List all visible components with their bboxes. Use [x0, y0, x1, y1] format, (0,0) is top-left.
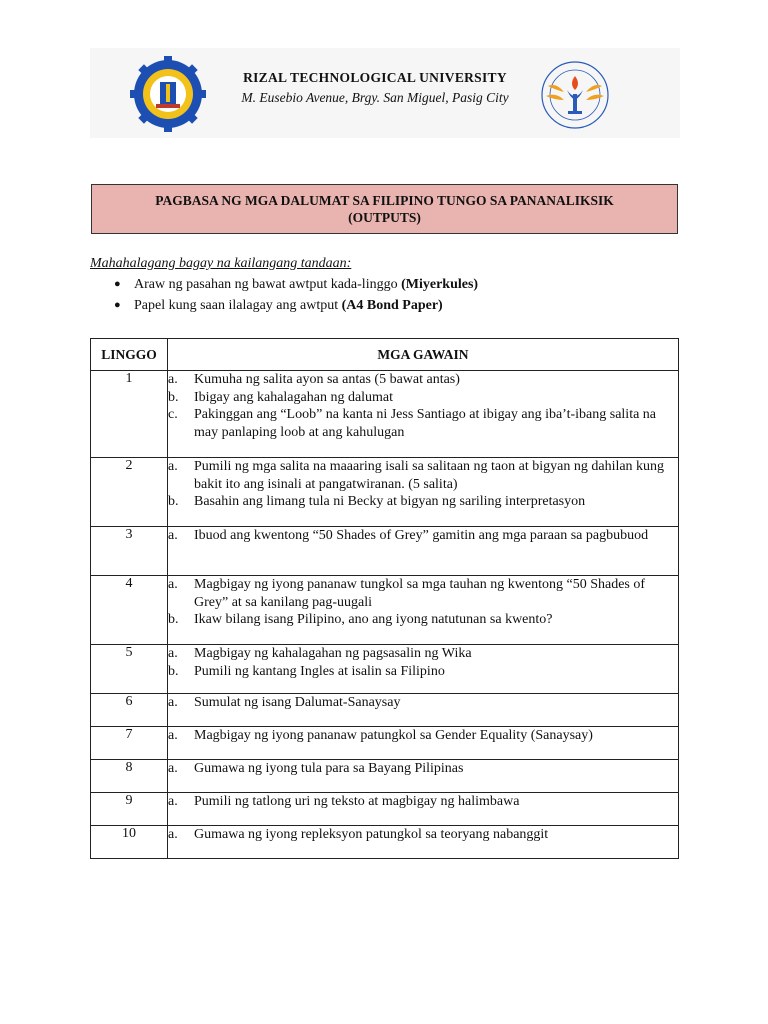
task-letter: a.	[168, 761, 178, 776]
task-item	[168, 406, 678, 441]
table-row	[91, 694, 679, 727]
task-letter: a.	[168, 372, 178, 387]
task-cell	[168, 645, 679, 694]
task-list	[168, 826, 678, 844]
task-letter: a.	[168, 827, 178, 842]
task-item	[168, 493, 678, 511]
table-row	[91, 576, 679, 645]
task-item	[168, 727, 678, 745]
task-text: Ikaw bilang isang Pilipino, ano ang iyong natutunan sa kwento?	[194, 612, 553, 627]
task-letter: b.	[168, 389, 179, 405]
task-item	[168, 663, 678, 681]
task-item	[168, 458, 678, 493]
task-cell	[168, 527, 679, 576]
task-letter: a.	[168, 646, 178, 661]
task-letter: b.	[168, 494, 179, 509]
task-item	[168, 527, 678, 545]
task-text: Magbigay ng iyong pananaw tungkol sa mga tauhan ng kwentong “50 Shades of Grey” at sa kanilang pag-uugali	[194, 577, 646, 610]
week-number: 5	[91, 645, 168, 694]
task-letter: a.	[168, 695, 178, 710]
task-letter: a.	[168, 577, 178, 592]
bullet-icon: ●	[114, 278, 121, 290]
task-text: Pumili ng mga salita na maaaring isali sa salitaan ng taon at bigyan ng dahilan kung bakit ito ang isinali at pangatwiranan. (5 salita)	[194, 459, 665, 492]
task-cell	[168, 576, 679, 645]
task-list	[168, 760, 678, 778]
header-tasks: MGA GAWAIN	[168, 339, 679, 371]
task-item	[168, 389, 678, 407]
task-item	[168, 576, 678, 611]
task-letter: c.	[168, 407, 178, 422]
task-item	[168, 371, 678, 389]
table-row	[91, 727, 679, 760]
task-text: Ibuod ang kwentong “50 Shades of Grey” gamitin ang mga paraan sa pagbubuod	[194, 528, 649, 543]
schedule-table	[90, 338, 679, 859]
task-list	[168, 793, 678, 811]
task-text: Sumulat ng isang Dalumat-Sanaysay	[194, 695, 401, 710]
header-week: LINGGO	[91, 339, 168, 371]
document-title	[91, 184, 678, 234]
table-row	[91, 458, 679, 527]
reminder-text: Araw ng pasahan ng bawat awtput kada-linggo	[134, 277, 402, 292]
task-letter: b.	[168, 612, 179, 627]
table-header-row	[91, 339, 679, 371]
reminders-heading: Mahahalagang bagay na kailangang tandaan:	[90, 256, 352, 271]
task-list	[168, 527, 678, 545]
reminder-item	[114, 298, 443, 314]
table-row	[91, 793, 679, 826]
task-text: Basahin ang limang tula ni Becky at bigyan ng sariling interpretasyon	[194, 494, 586, 509]
week-number: 7	[91, 727, 168, 760]
week-number: 4	[91, 576, 168, 645]
title-line-2: (OUTPUTS)	[348, 210, 421, 225]
table-row	[91, 371, 679, 458]
task-text: Gumawa ng iyong tula para sa Bayang Pilipinas	[194, 761, 464, 776]
task-letter: a.	[168, 528, 178, 543]
task-cell	[168, 760, 679, 793]
task-cell	[168, 371, 679, 458]
task-list	[168, 645, 678, 680]
bullet-icon: ●	[114, 299, 121, 311]
university-name: RIZAL TECHNOLOGICAL UNIVERSITY	[243, 70, 507, 85]
task-item	[168, 760, 678, 778]
table-row	[91, 527, 679, 576]
task-text: Ibigay ang kahalagahan ng dalumat	[194, 389, 394, 405]
week-number: 1	[91, 371, 168, 458]
university-address: M. Eusebio Avenue, Brgy. San Miguel, Pasig City	[241, 90, 509, 105]
week-number: 3	[91, 527, 168, 576]
table-body	[91, 371, 679, 859]
table-row	[91, 826, 679, 859]
reminder-item	[114, 277, 478, 293]
task-cell	[168, 727, 679, 760]
task-text: Pumili ng kantang Ingles at isalin sa Filipino	[194, 663, 445, 679]
task-item	[168, 793, 678, 811]
table-row	[91, 645, 679, 694]
week-number: 6	[91, 694, 168, 727]
week-number: 8	[91, 760, 168, 793]
task-list	[168, 576, 678, 629]
task-list	[168, 727, 678, 745]
task-list	[168, 458, 678, 511]
reminder-emphasis: (A4 Bond Paper)	[341, 298, 443, 313]
task-letter: a.	[168, 459, 178, 474]
reminder-text: Papel kung saan ilalagay ang awtput	[134, 298, 342, 313]
department-emblem-logo	[534, 56, 616, 134]
task-item	[168, 611, 678, 629]
table-row	[91, 760, 679, 793]
week-number: 10	[91, 826, 168, 859]
task-list	[168, 694, 678, 712]
task-text: Magbigay ng iyong pananaw patungkol sa Gender Equality (Sanaysay)	[194, 728, 593, 743]
week-number: 9	[91, 793, 168, 826]
task-cell	[168, 826, 679, 859]
task-text: Magbigay ng kahalagahan ng pagsasalin ng Wika	[194, 646, 472, 661]
task-text: Pumili ng tatlong uri ng teksto at magbigay ng halimbawa	[194, 794, 520, 809]
task-item	[168, 694, 678, 712]
task-text: Pakinggan ang “Loob” na kanta ni Jess Santiago at ibigay ang iba’t-ibang salita na may panlaping loob at ang kahulugan	[194, 407, 657, 440]
task-cell	[168, 694, 679, 727]
week-number: 2	[91, 458, 168, 527]
university-seal-logo	[130, 56, 206, 132]
task-letter: a.	[168, 794, 178, 809]
task-cell	[168, 458, 679, 527]
reminder-emphasis: (Miyerkules)	[401, 277, 479, 292]
title-line-1: PAGBASA NG MGA DALUMAT SA FILIPINO TUNGO SA PANANALIKSIK	[155, 193, 614, 208]
task-text: Kumuha ng salita ayon sa antas (5 bawat antas)	[194, 372, 460, 387]
task-letter: b.	[168, 663, 179, 679]
task-item	[168, 645, 678, 663]
task-cell	[168, 793, 679, 826]
task-list	[168, 371, 678, 441]
task-text: Gumawa ng iyong repleksyon patungkol sa teoryang nabanggit	[194, 827, 549, 842]
task-item	[168, 826, 678, 844]
task-letter: a.	[168, 728, 178, 743]
